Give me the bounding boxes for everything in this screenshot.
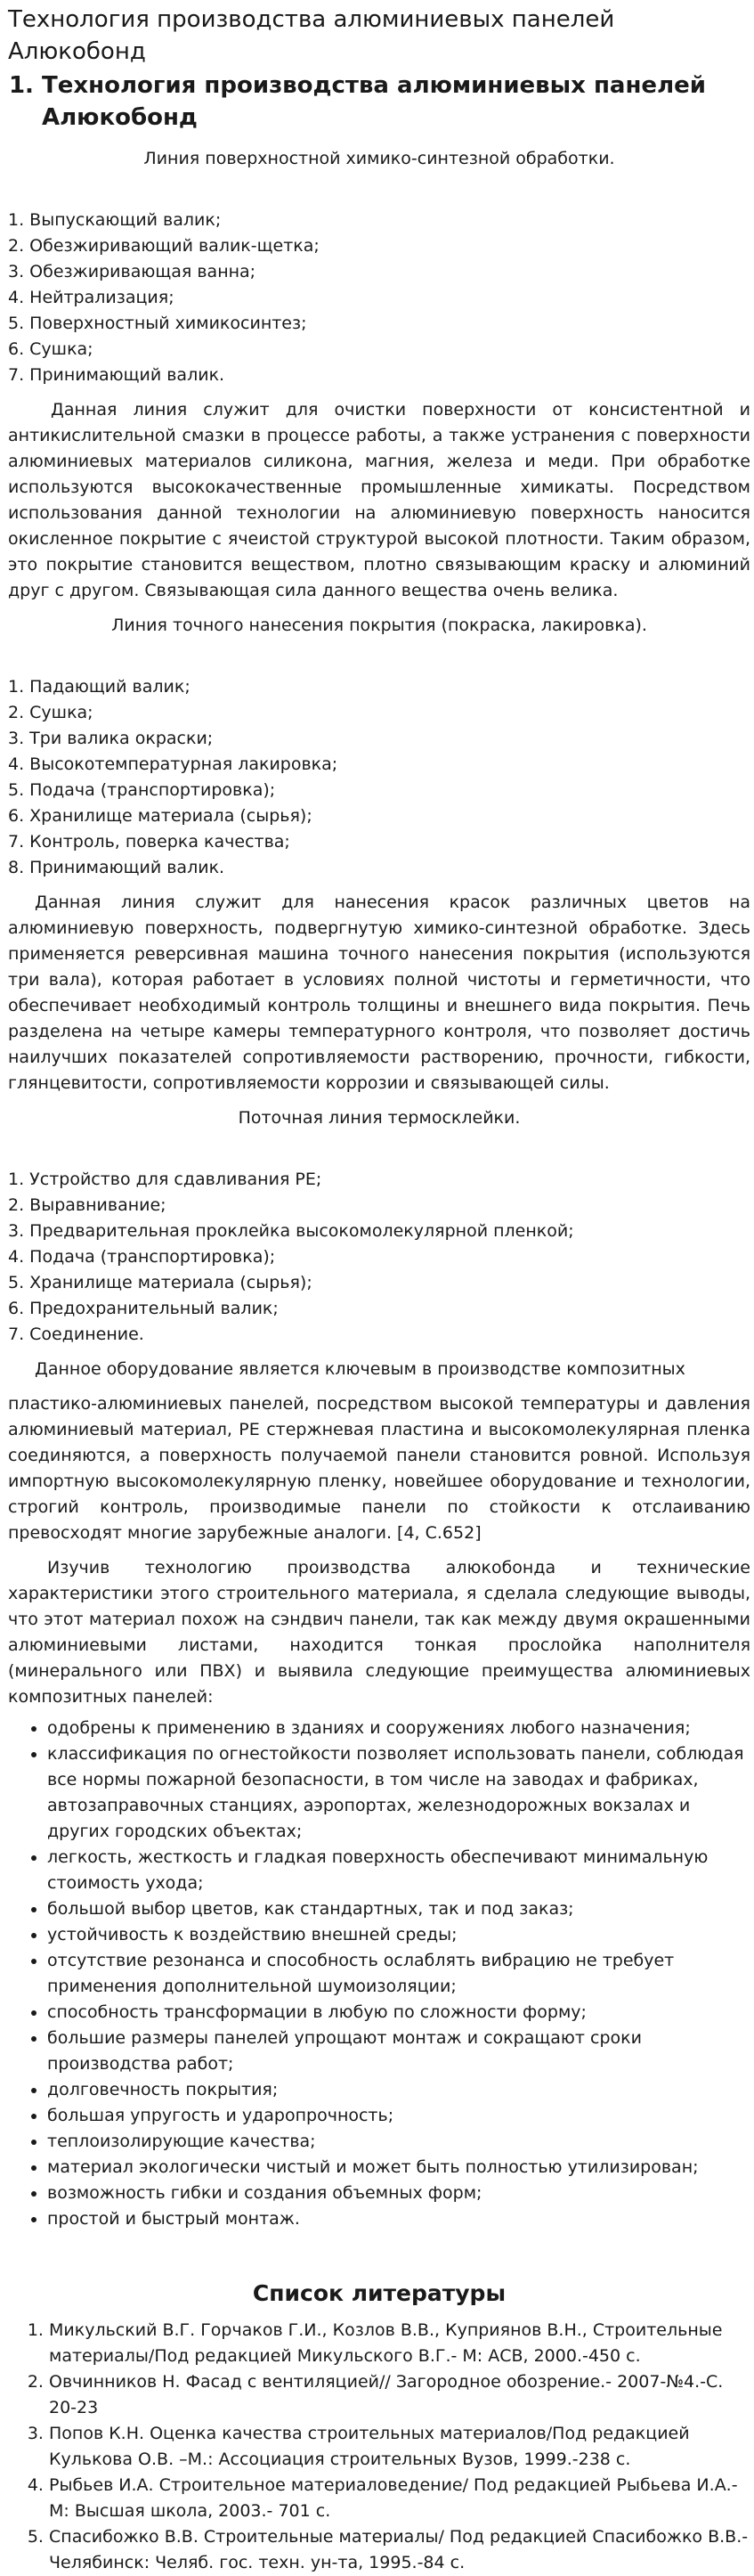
step-item: 1. Падающий валик;: [8, 677, 191, 697]
step-item: 7. Контроль, поверка качества;: [8, 832, 290, 852]
literature-item: 2. Овчинников Н. Фасад с вентиляцией// Загородное обозрение.- 2007-№4.-С. 20-23: [49, 2369, 750, 2421]
list-item: • теплоизолирующие качества;: [47, 2129, 750, 2155]
list-item: • отсутствие резонанса и способность ослаблять вибрацию не требует применения дополнительной шумоизоляции;: [47, 1948, 750, 2000]
step-item: 6. Предохранительный валик;: [8, 1299, 279, 1318]
step-item: 1. Устройство для сдавливания PE;: [8, 1170, 322, 1189]
step-item: 7. Соединение.: [8, 1325, 144, 1344]
literature-title: Список литературы: [252, 2280, 507, 2306]
main-heading-list: [8, 69, 750, 134]
section-paragraph-3: пластико-алюминиевых панелей, посредством высокой температуры и давления алюминиевый материал, PE стержневая пластина и высокомолекулярная пленка соединяются, а поверхность получаемой панели становится ровной. Используя импортную высокомолекулярную пленку, новейшее оборудование и технологии, строгий контроль, производимые панели по стойкости к отслаиванию превосходят многие зарубежные аналоги. [4, С.652]: [8, 1394, 750, 1543]
section-paragraph-3-first-line: Данное оборудование является ключевым в производстве композитных: [35, 1359, 685, 1379]
step-item: 2. Обезжиривающий валик-щетка;: [8, 236, 320, 256]
list-item: • устойчивость к воздействию внешней среды;: [47, 1922, 750, 1948]
step-item: 1. Выпускающий валик;: [8, 210, 222, 230]
step-item: 7. Принимающий валик.: [8, 365, 225, 385]
list-item: • способность трансформации в любую по сложности форму;: [47, 2000, 750, 2026]
steps-list-2: [8, 674, 750, 881]
section-paragraph-2: Данная линия служит для нанесения красок различных цветов на алюминиевую поверхность, подвергнутую химико-синтезной обработке. Здесь применяется реверсивная машина точного нанесения покрытия (используются три вала), которая работает в условиях полной чистоты и герметичности, что обеспечивает необходимый контроль толщины и внешнего вида покрытия. Печь разделена на четыре камеры температурного контроля, что позволяет достичь наилучших показателей сопротивляемости растворению, прочности, гибкости, глянцевитости, сопротивляемости коррозии и связывающей силы.: [8, 893, 750, 1093]
list-item: • легкость, жесткость и гладкая поверхность обеспечивают минимальную стоимость ухода;: [47, 1845, 750, 1896]
section-title-1: Линия поверхностной химико-синтезной обработки.: [143, 149, 615, 168]
main-heading: 1. Технология производства алюминиевых панелей Алюкобонд: [42, 69, 750, 134]
section-title-3: Поточная линия термосклейки.: [238, 1108, 521, 1128]
literature-item: 4. Рыбьев И.А. Строительное материаловедение/ Под редакцией Рыбьева И.А.- М: Высшая школа, 2003.- 701 с.: [49, 2473, 750, 2524]
conclusion-paragraph: Изучив технологию производства алюкобонда и технические характеристики этого строительного материала, я сделала следующие выводы, что этот материал похож на сэндвич панели, так как между двумя окрашенными алюминиевыми листами, находится тонкая прослойка наполнителя (минерального или ПВХ) и выявила следующие преимущества алюминиевых композитных панелей:: [8, 1558, 750, 1707]
list-item: • классификация по огнестойкости позволяет использовать панели, соблюдая все нормы пожарной безопасности, в том числе на заводах и фабриках, автозаправочных станциях, аэропортах, железнодорожных вокзалах и других городских объектах;: [47, 1741, 750, 1845]
list-item: • простой и быстрый монтаж.: [47, 2206, 750, 2232]
list-item: • возможность гибки и создания объемных форм;: [47, 2181, 750, 2206]
step-item: 4. Нейтрализация;: [8, 288, 174, 307]
step-item: 3. Предварительная проклейка высокомолекулярной пленкой;: [8, 1221, 574, 1241]
step-item: 8. Принимающий валик.: [8, 858, 225, 877]
list-item: • долговечность покрытия;: [47, 2077, 750, 2103]
list-item: • большой выбор цветов, как стандартных, так и под заказ;: [47, 1896, 750, 1922]
list-item: • материал экологически чистый и может быть полностью утилизирован;: [47, 2155, 750, 2181]
step-item: 6. Сушка;: [8, 339, 93, 359]
step-item: 4. Подача (транспортировка);: [8, 1247, 276, 1267]
step-item: 3. Три валика окраски;: [8, 729, 214, 748]
step-item: 5. Хранилище материала (сырья);: [8, 1273, 312, 1292]
literature-item: 3. Попов К.Н. Оценка качества строительных материалов/Под редакцией Кулькова О.В. –М.: Ассоциация строительных Вузов, 1999.-238 с.: [49, 2421, 750, 2473]
document-page: [0, 4, 754, 2576]
steps-list-1: [8, 208, 750, 388]
step-item: 6. Хранилище материала (сырья);: [8, 806, 312, 826]
step-item: 5. Подача (транспортировка);: [8, 780, 276, 800]
advantages-list: [8, 1716, 750, 2232]
section-title-2: Линия точного нанесения покрытия (покраска, лакировка).: [111, 615, 647, 635]
step-item: 4. Высокотемпературная лакировка;: [8, 754, 338, 774]
page-title: Технология производства алюминиевых панелей Алюкобонд: [8, 6, 615, 65]
list-item: • одобрены к применению в зданиях и сооружениях любого назначения;: [47, 1716, 750, 1741]
section-paragraph-1: Данная линия служит для очистки поверхности от консистентной и антикислительной смазки в процессе работы, а также устранения с поверхности алюминиевых материалов силикона, магния, железа и меди. При обработке используются высококачественные промышленные химикаты. Посредством использования данной технологии на алюминиевую поверхность наносится окисленное покрытие с ячеистой структурой высокой плотности. Таким образом, это покрытие становится веществом, плотно связывающим краску и алюминий друг с другом. Связывающая сила данного вещества очень велика.: [8, 400, 750, 600]
step-item: 5. Поверхностный химикосинтез;: [8, 314, 307, 333]
step-item: 2. Сушка;: [8, 703, 93, 722]
list-item: • большие размеры панелей упрощают монтаж и сокращают сроки производства работ;: [47, 2026, 750, 2077]
steps-list-3: [8, 1167, 750, 1348]
list-item: • большая упругость и ударопрочность;: [47, 2103, 750, 2129]
literature-item: 1. Микульский В.Г. Горчаков Г.И., Козлов В.В., Куприянов В.Н., Строительные материалы/Под редакцией Микульского В.Г.- М: АСВ, 2000.-450 с.: [49, 2318, 750, 2369]
step-item: 2. Выравнивание;: [8, 1195, 166, 1215]
literature-list: [8, 2318, 750, 2576]
step-item: 3. Обезжиривающая ванна;: [8, 262, 256, 281]
literature-item: 5. Спасибожко В.В. Строительные материалы/ Под редакцией Спасибожко В.В.- Челябинск: Челяб. гос. техн. ун-та, 1995.-84 с.: [49, 2524, 750, 2576]
